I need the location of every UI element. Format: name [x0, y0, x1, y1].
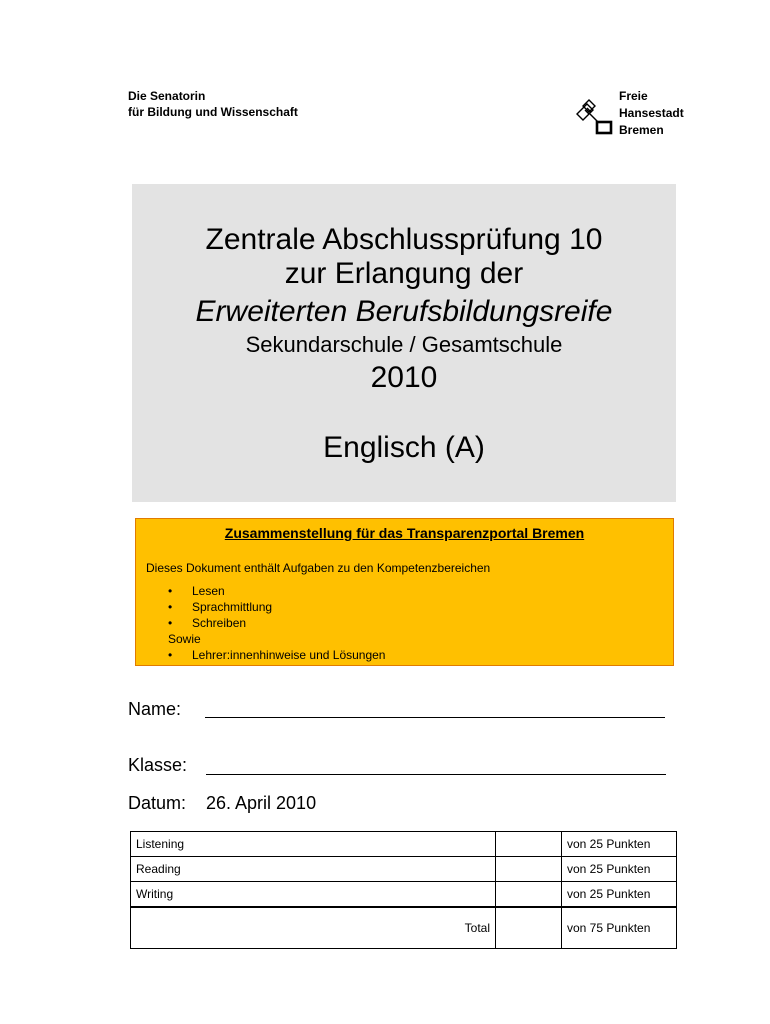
list-item: • Sprachmittlung: [168, 599, 272, 615]
table-row: [131, 857, 677, 882]
portal-title: Zusammenstellung für das Transparenzportal Bremen: [224, 525, 585, 541]
score-table: [130, 831, 677, 949]
portal-intro: Dieses Dokument enthält Aufgaben zu den Kompetenzbereichen: [146, 561, 491, 575]
section-label: Reading: [131, 857, 496, 882]
exam-title: Zentrale Abschlussprüfung 10: [205, 223, 603, 256]
total-label: Total: [131, 907, 496, 949]
issuer-line-2: für Bildung und Wissenschaft: [128, 105, 298, 119]
datum-value: 26. April 2010: [206, 793, 317, 813]
city-line-3: Bremen: [619, 123, 664, 137]
section-label: Writing: [131, 882, 496, 908]
table-row: [131, 882, 677, 908]
section-label: Listening: [131, 832, 496, 857]
max-points: von 25 Punkten: [562, 857, 677, 882]
score-input[interactable]: [496, 882, 562, 908]
extra-list: [168, 647, 385, 663]
portal-sowie: Sowie: [168, 632, 201, 646]
total-score-input[interactable]: [496, 907, 562, 949]
klasse-field[interactable]: [206, 774, 666, 775]
transparency-portal-box: [135, 518, 674, 666]
issuer-line-1: Die Senatorin: [128, 89, 206, 103]
exam-subject: Englisch (A): [323, 431, 485, 464]
total-max-points: von 75 Punkten: [562, 907, 677, 949]
max-points: von 25 Punkten: [562, 882, 677, 908]
name-label: Name:: [128, 699, 182, 719]
name-field[interactable]: [205, 717, 665, 718]
exam-year: 2010: [370, 361, 438, 394]
score-input[interactable]: [496, 832, 562, 857]
issuer-block: [128, 88, 298, 120]
datum-label: Datum:: [128, 793, 187, 813]
city-line-2: Hansestadt: [619, 106, 684, 120]
title-box: [132, 184, 676, 502]
school-type: Sekundarschule / Gesamtschule: [245, 332, 563, 357]
score-input[interactable]: [496, 857, 562, 882]
competence-list: [168, 583, 272, 631]
list-item: • Lesen: [168, 583, 272, 599]
table-row: [131, 832, 677, 857]
bremen-key-icon: [575, 94, 615, 136]
exam-subtitle: zur Erlangung der: [284, 257, 524, 290]
qualification-title: Erweiterten Berufsbildungsreife: [195, 295, 613, 328]
max-points: von 25 Punkten: [562, 832, 677, 857]
list-item: • Schreiben: [168, 615, 272, 631]
klasse-label: Klasse:: [128, 755, 188, 775]
city-block: [619, 88, 684, 139]
total-row: [131, 907, 677, 949]
list-item: • Lehrer:innenhinweise und Lösungen: [168, 647, 385, 663]
city-line-1: Freie: [619, 89, 648, 103]
